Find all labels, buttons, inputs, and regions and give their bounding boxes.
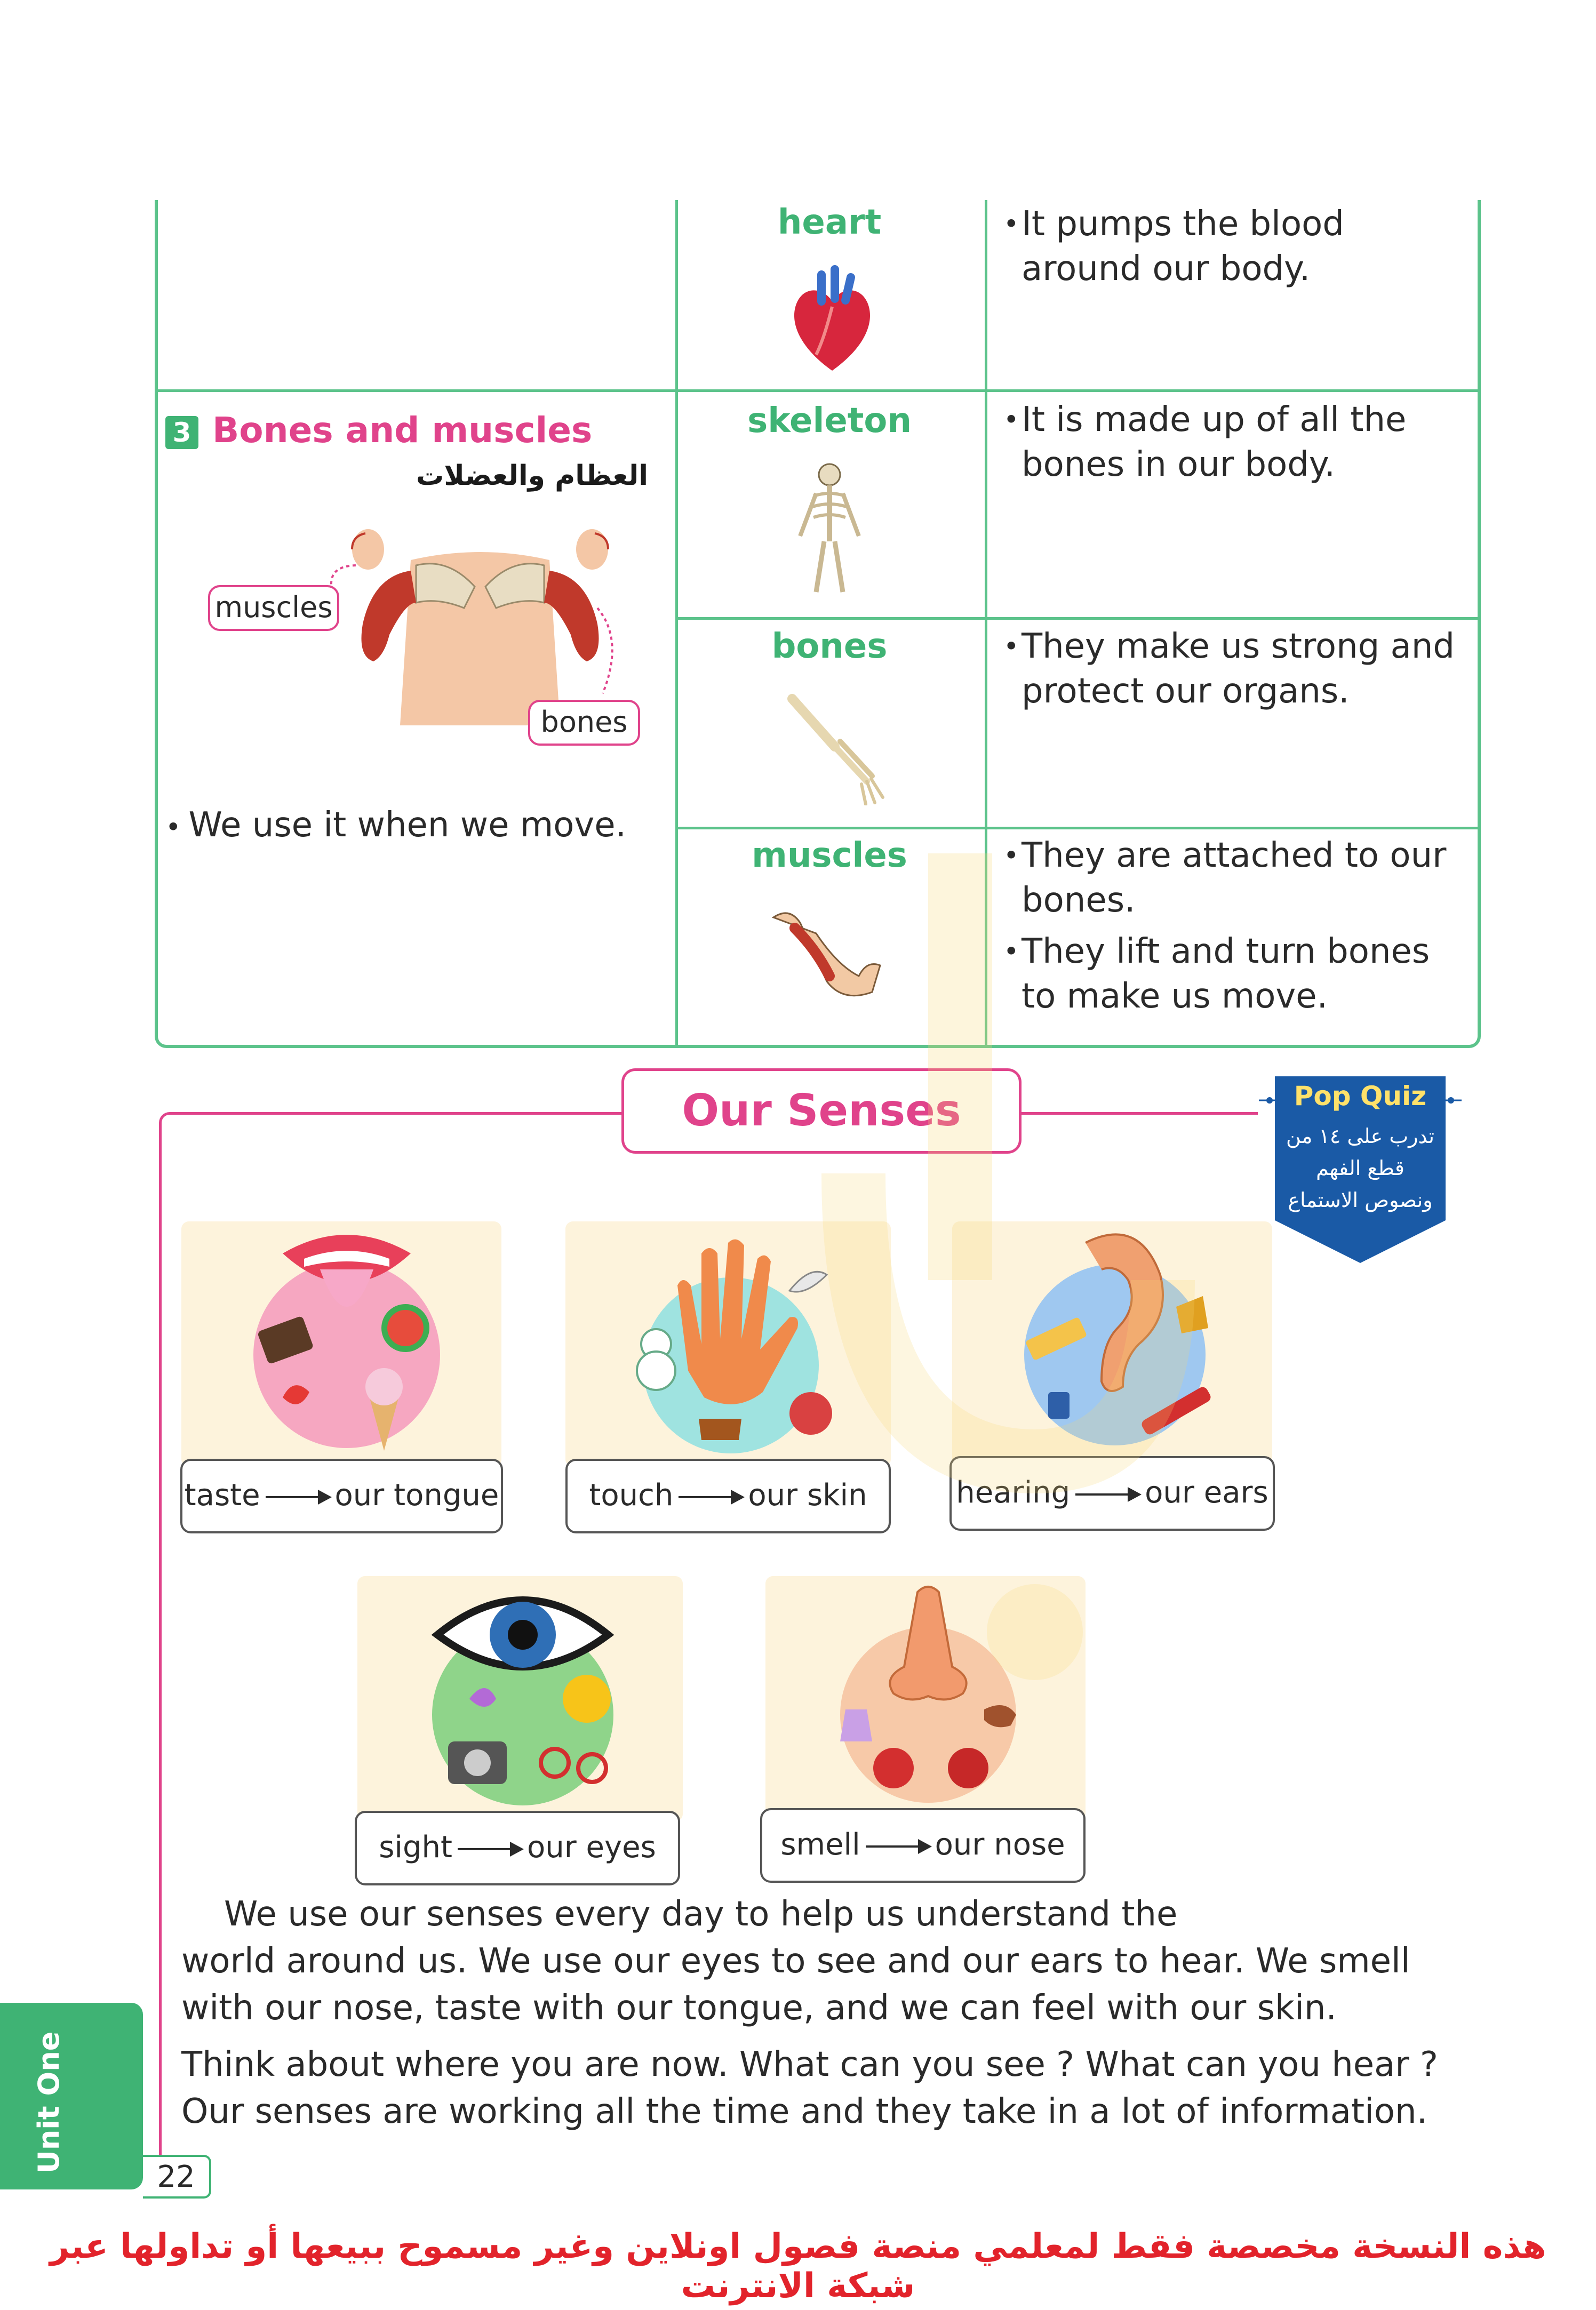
skeleton-icon — [787, 461, 872, 595]
unit-label: Unit One — [32, 2031, 66, 2173]
arrow-icon — [458, 1848, 522, 1850]
tongue-icon — [235, 1221, 459, 1456]
watermark-logo-icon — [661, 800, 1302, 1760]
arrow-icon — [866, 1845, 930, 1848]
sense-label-hearing: hearing our ears — [949, 1456, 1275, 1531]
sense-label-touch: touch our skin — [565, 1459, 891, 1533]
section-note: • We use it when we move. — [165, 805, 626, 845]
paragraph-line-3: with our nose, taste with our tongue, and we can feel with our skin. — [181, 1988, 1337, 2028]
arrow-icon — [266, 1496, 330, 1498]
pop-quiz-title: Pop Quiz — [1294, 1081, 1427, 1112]
pop-quiz-line-3: ونصوص الاستماع — [1288, 1188, 1433, 1212]
organ-desc-muscles: • They are attached to our bones. • They lift and turn bones to make us move. — [1003, 836, 1447, 1016]
label-bones: bones — [528, 700, 640, 746]
section-title: Bones and muscles — [212, 410, 593, 451]
section-number-badge: 3 — [165, 416, 198, 449]
senses-paragraph — [181, 1891, 1483, 2135]
paragraph-line-2: world around us. We use our eyes to see and our ears to hear. We smell — [181, 1941, 1410, 1981]
paragraph-line-1: We use our senses every day to help us understand the — [224, 1895, 1178, 1934]
pop-quiz-line-1: تدرب على ١٤ من — [1286, 1124, 1434, 1148]
sense-card-sight — [357, 1576, 683, 1821]
label-muscles: muscles — [208, 585, 339, 631]
organ-desc-skeleton: • It is made up of all the bones in our body. — [1003, 400, 1407, 484]
organ-name-heart: heart — [777, 203, 882, 242]
section-title-arabic: العظام والعضلات — [416, 460, 649, 492]
eye-icon — [405, 1576, 640, 1811]
sense-label-smell: smell our nose — [760, 1808, 1086, 1883]
organ-desc-heart: • It pumps the blood around our body. — [1003, 204, 1344, 289]
organ-name-muscles: muscles — [752, 836, 907, 875]
sense-label-taste: taste our tongue — [180, 1459, 503, 1533]
pop-quiz-line-2: قطع الفهم — [1316, 1156, 1405, 1180]
organ-name-bones: bones — [771, 627, 888, 666]
paragraph-line-4: Think about where you are now. What can you see ? What can you hear ? — [181, 2045, 1438, 2084]
paragraph-line-5: Our senses are working all the time and they take in a lot of information. — [181, 2092, 1427, 2131]
heart-organ-icon — [784, 264, 880, 376]
page-number: 22 — [143, 2155, 211, 2199]
sense-label-sight: sight our eyes — [355, 1811, 680, 1885]
senses-title: Our Senses — [621, 1068, 1022, 1154]
footer-notice: هذه النسخة مخصصة فقط لمعلمي منصة فصول اونلاين وغير مسموح ببيعها أو تداولها عبر شبكة الانترنت — [50, 2227, 1546, 2306]
organ-desc-bones: • They make us strong and protect our organs. — [1003, 627, 1455, 711]
organ-name-skeleton: skeleton — [747, 401, 912, 441]
sense-card-taste — [181, 1221, 501, 1467]
arm-bones-icon — [781, 688, 888, 805]
